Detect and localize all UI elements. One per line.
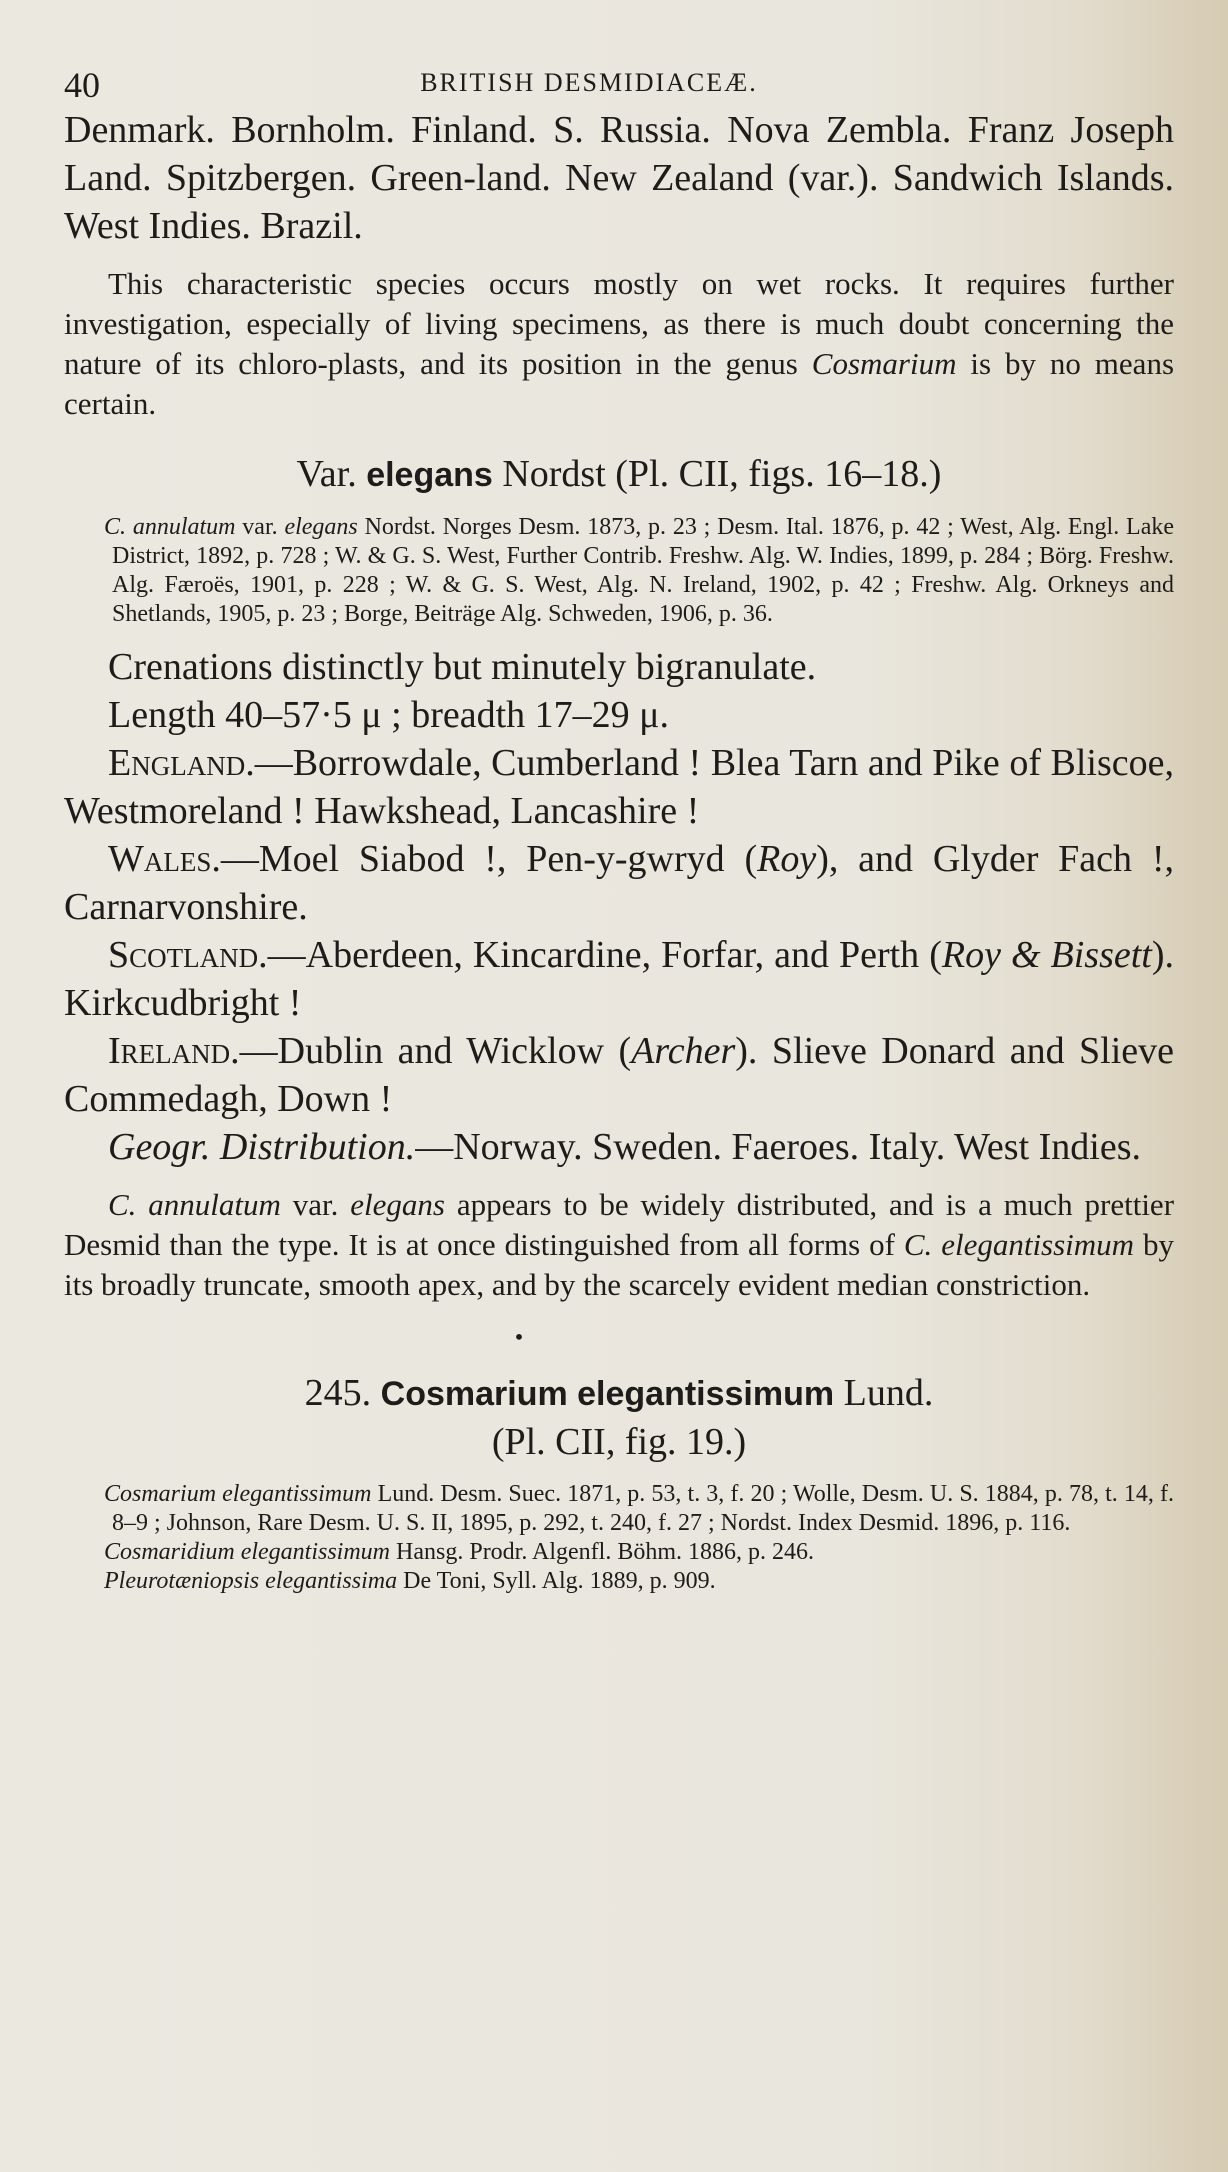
stray-mark: • [513,1325,525,1349]
synonym-pleurotaeniopsis: Pleurotæniopsis elegantissima De Toni, Syll. Alg. 1889, p. 909. [104,1568,716,1594]
geographic-distribution: Geogr. Distribution.—Norway. Sweden. Faeroes. Italy. West Indies. [108,1126,1142,1168]
distribution-continued: Denmark. Bornholm. Finland. S. Russia. Nova Zembla. Franz Joseph Land. Spitzbergen. Green-land. New Zealand (var.). Sandwich Islands. West Indies. Brazil. [64,109,1174,247]
variety-dimensions: Length 40–57·5 μ ; breadth 17–29 μ. [108,694,670,736]
synonym-cosmaridium: Cosmaridium elegantissimum Hansg. Prodr. Algenfl. Böhm. 1886, p. 246. [104,1539,815,1565]
page-header [64,50,1174,106]
record-scotland: Scotland.—Aberdeen, Kincardine, Forfar, and Perth (Roy & Bissett). Kirkcudbright ! [64,934,1174,1024]
record-england: England.—Borrowdale, Cumberland ! Blea Tarn and Pike of Bliscoe, Westmoreland ! Hawkshead, Lancashire ! [64,742,1174,832]
species-heading: 245. Cosmarium elegantissimum Lund. [304,1372,934,1414]
variety-description: Crenations distinctly but minutely bigranulate. [108,646,817,688]
running-title: BRITISH DESMIDIACEÆ. [420,68,758,97]
page-number: 40 [64,65,100,105]
record-ireland: Ireland.—Dublin and Wicklow (Archer). Slieve Donard and Slieve Commedagh, Down ! [64,1030,1174,1120]
variety-references: C. annulatum var. elegans Nordst. Norges Desm. 1873, p. 23 ; Desm. Ital. 1876, p. 42 ; West, Alg. Engl. Lake District, 1892, p. 728 ; W. & G. S. West, Further Contrib. Freshw. Alg. W. Indies, 1899, p. 284 ; Börg. Freshw. Alg. Færoës, 1901, p. 228 ; W. & G. S. West, Alg. N. Ireland, 1902, p. 42 ; Freshw. Alg. Orkneys and Shetlands, 1905, p. 23 ; Borge, Beiträge Alg. Schweden, 1906, p. 36. [104,514,1174,627]
record-wales: Wales.—Moel Siabod !, Pen-y-gwryd (Roy), and Glyder Fach !, Carnarvonshire. [64,838,1174,928]
species-remarks: This characteristic species occurs mostly on wet rocks. It requires further investigation, especially of living specimens, as there is much doubt concerning the nature of its chloro-plasts, and its position in the genus Cosmarium is by no means certain. [64,266,1175,421]
species-plate-reference: (Pl. CII, fig. 19.) [491,1421,747,1463]
variety-heading: Var. elegans Nordst (Pl. CII, figs. 16–18.) [296,453,942,495]
variety-remarks: C. annulatum var. elegans appears to be widely distributed, and is a much prettier Desmid than the type. It is at once distinguished from all forms of C. elegantissimum by its broadly truncate, smooth apex, and by the scarcely evident median constriction. [64,1187,1175,1302]
species-references: Cosmarium elegantissimum Lund. Desm. Suec. 1871, p. 53, t. 3, f. 20 ; Wolle, Desm. U. S. 1884, p. 78, t. 14, f. 8–9 ; Johnson, Rare Desm. U. S. II, 1895, p. 292, t. 240, f. 27 ; Nordst. Index Desmid. 1896, p. 116. [104,1481,1174,1536]
